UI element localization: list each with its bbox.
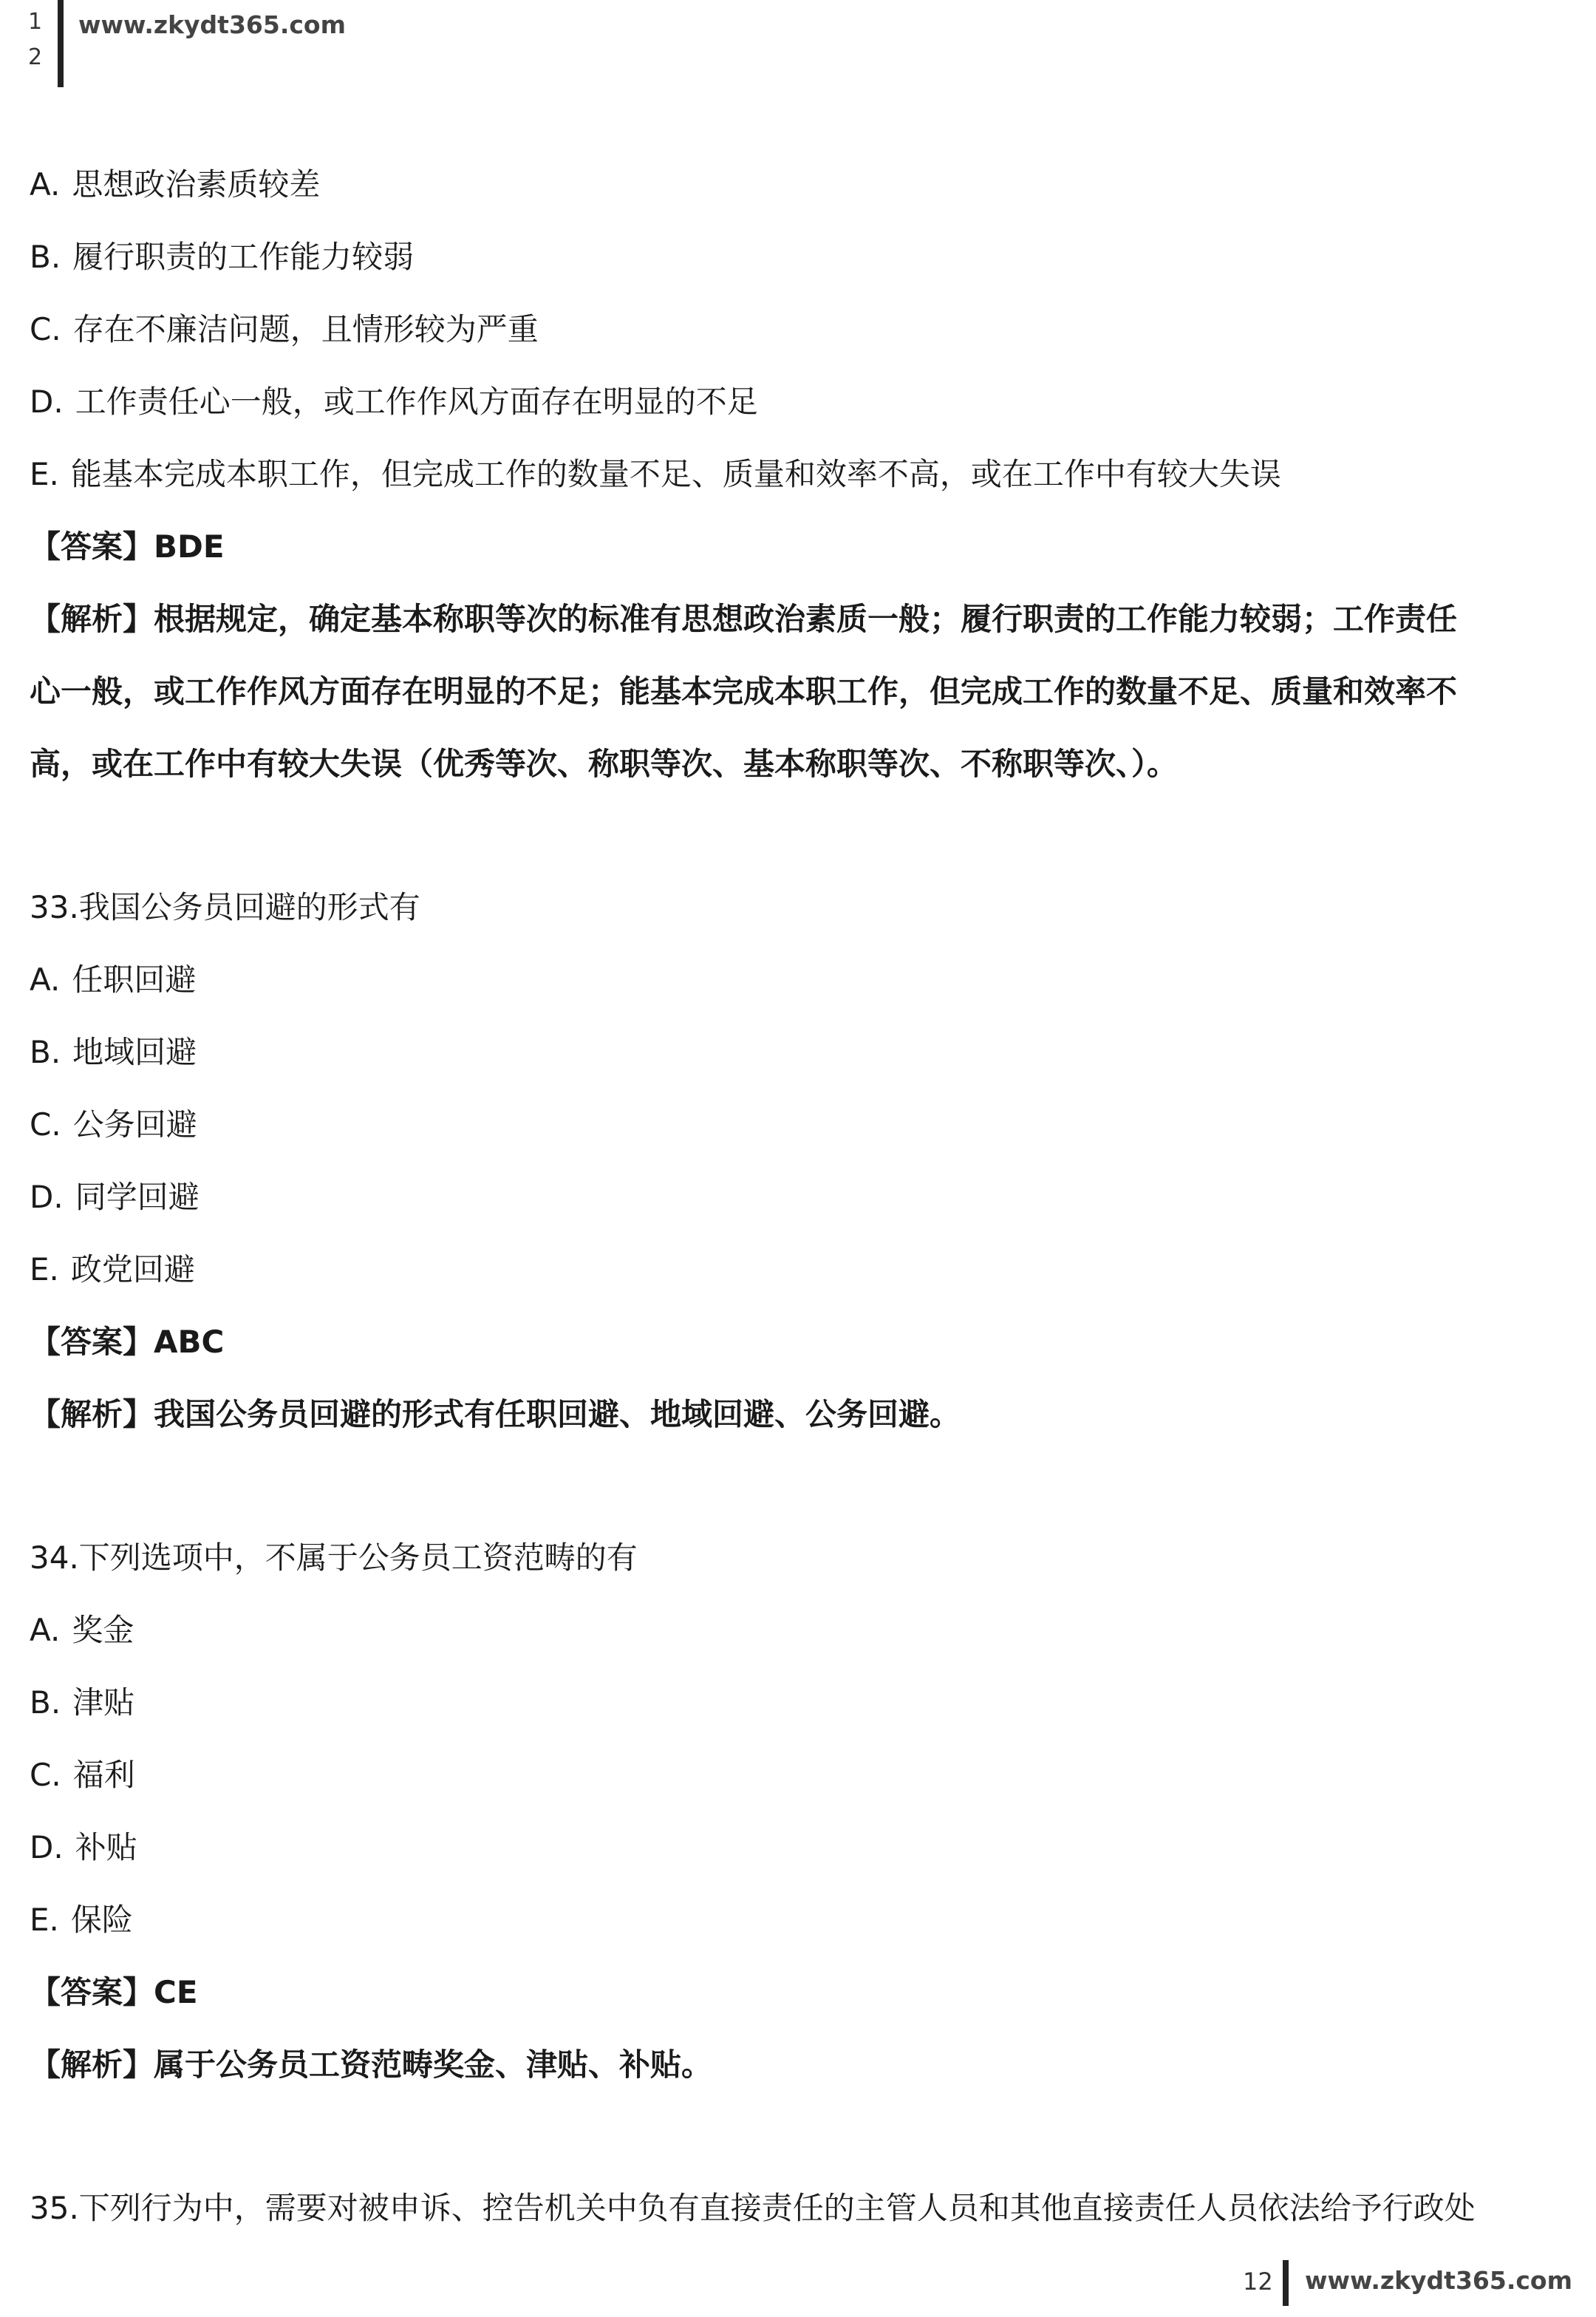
footer-site-url: www.zkydt365.com — [1305, 2266, 1572, 2295]
option-a: A. 思想政治素质较差 — [30, 166, 321, 203]
option-b: B. 履行职责的工作能力较弱 — [30, 239, 415, 275]
explanation-line: 【解析】根据规定，确定基本称职等次的标准有思想政治素质一般；履行职责的工作能力较弱；工作责任 — [30, 601, 1458, 637]
answer: 【答案】ABC — [30, 1324, 225, 1360]
footer-divider — [1283, 2260, 1289, 2306]
option-e: E. 保险 — [30, 1902, 133, 1938]
option-e: E. 能基本完成本职工作，但完成工作的数量不足、质量和效率不高，或在工作中有较大失误 — [30, 456, 1281, 492]
option-d: D. 工作责任心一般，或工作作风方面存在明显的不足 — [30, 384, 758, 420]
line-number: 1 — [28, 9, 43, 35]
header-divider — [58, 0, 64, 87]
explanation: 【解析】我国公务员回避的形式有任职回避、地域回避、公务回避。 — [30, 1396, 961, 1432]
option-d: D. 补贴 — [30, 1829, 137, 1865]
option-b: B. 地域回避 — [30, 1034, 197, 1070]
option-c: C. 福利 — [30, 1757, 135, 1793]
option-a: A. 任职回避 — [30, 962, 197, 998]
option-c: C. 存在不廉洁问题，且情形较为严重 — [30, 311, 539, 347]
question-stem: 33.我国公务员回避的形式有 — [30, 889, 420, 925]
question-stem: 35.下列行为中，需要对被申诉、控告机关中负有直接责任的主管人员和其他直接责任人员依法给予行政处 — [30, 2190, 1476, 2226]
option-e: E. 政党回避 — [30, 1251, 195, 1287]
option-c: C. 公务回避 — [30, 1106, 197, 1143]
explanation: 【解析】属于公务员工资范畴奖金、津贴、补贴。 — [30, 2046, 713, 2083]
explanation-line: 心一般，或工作作风方面存在明显的不足；能基本完成本职工作，但完成工作的数量不足、质量和效率不 — [30, 673, 1458, 710]
header-site-url: www.zkydt365.com — [78, 10, 346, 39]
answer: 【答案】BDE — [30, 528, 225, 565]
page-number: 12 — [1243, 2267, 1273, 2296]
option-d: D. 同学回避 — [30, 1179, 200, 1215]
option-b: B. 津贴 — [30, 1684, 135, 1721]
question-stem: 34.下列选项中，不属于公务员工资范畴的有 — [30, 1539, 638, 1576]
line-number: 2 — [28, 44, 43, 70]
answer: 【答案】CE — [30, 1974, 198, 2010]
explanation-line: 高，或在工作中有较大失误（优秀等次、称职等次、基本称职等次、不称职等次、）。 — [30, 746, 1179, 782]
option-a: A. 奖金 — [30, 1612, 134, 1648]
